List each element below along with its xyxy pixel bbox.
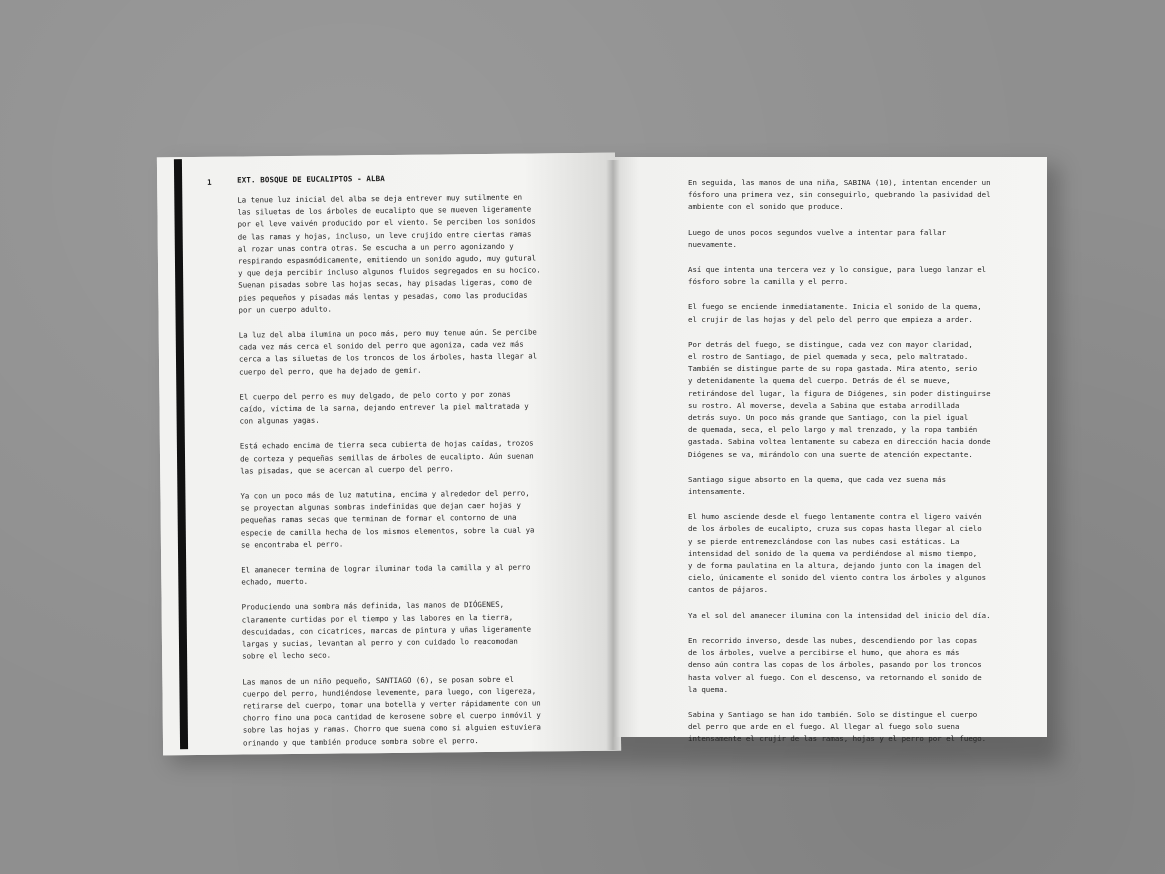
- paragraph: Santiago sigue absorto en la quema, que cada vez suena más intensamente.: [688, 474, 947, 497]
- paragraph: Luego de unos pocos segundos vuelve a intentar para fallar nuevamente.: [688, 227, 947, 249]
- scene-heading: EXT. BOSQUE DE EUCALIPTOS - ALBA: [237, 174, 385, 185]
- paragraph: Así que intenta una tercera vez y lo consigue, para luego lanzar el fósforo sobre la camilla y el perro.: [688, 265, 987, 287]
- paragraph: La luz del alba ilumina un poco más, pero muy tenue aún. Se percibe cada vez más cerca el sonido del perro que agoniza, cada vez más cerca a las siluetas de los troncos de los árboles, hasta llegar al cuerpo del perro, que ha dejado de gemir.: [238, 327, 538, 377]
- paragraph: Por detrás del fuego, se distingue, cada vez con mayor claridad, el rostro de Santiago, de piel quemada y seca, pelo maltratado. También se distingue parte de su ropa gastada. Mira atento, serio y detenidamente la quema del cuerpo. Detrás de él se mueve, retirándose del lugar, la figura de Diógenes, sin poder distinguirse su rostro. Al moverse, devela a Sabina que estaba arrodillada detrás suyo. Un poco más grande que Santiago, con la piel igual de quemada, seca, el pelo largo y mal trenzado, y la ropa también gastada. Sabina voltea lentamente su cabeza en dirección hacia donde Diógenes se va, mirándolo con una suerte de atención expectante.: [688, 339, 991, 459]
- paragraph: Ya el sol del amanecer ilumina con la intensidad del inicio del día.: [688, 610, 991, 620]
- paragraph: Produciendo una sombra más definida, las manos de DIÓGENES, claramente curtidas por el tiempo y las labores en la tierra, descuidadas, con cicatrices, marcas de pintura y uñas ligeramente largas y sucias, levantan al perro y con cuidado lo reacomodan sobre el lecho seco.: [241, 600, 532, 661]
- black-spine-strip: [174, 159, 188, 749]
- paragraph: El cuerpo del perro es muy delgado, de pelo corto y por zonas caído, víctima de la sarna, dejando entrever la piel maltratada y con algunas yagas.: [239, 389, 529, 426]
- book-gutter: [606, 160, 620, 750]
- paragraph: Ya con un poco más de luz matutina, encima y alrededor del perro, se proyectan algunas sombras indefinidas que dejan caer hojas y pequeñas ramas secas que terminan de formar el contorno de una especie de camilla hecha de los mismos elementos, sobre la cual ya se encontraba el perro.: [240, 488, 535, 550]
- paragraph: Las manos de un niño pequeño, SANTIAGO (6), se posan sobre el cuerpo del perro, hundiéndose levemente, para luego, con ligereza, retirarse del cuerpo, tomar una botella y verter rápidamente con un chorro fino una poca cantidad de kerosene sobre el cuerpo inmóvil y sobre las hojas y ramas. Chorro que suena como si alguien estuviera orinando y que también produce sombra sobre el perro.: [242, 674, 542, 748]
- paragraph: Está echado encima de tierra seca cubierta de hojas caídas, trozos de corteza y pequeñas semillas de árboles de eucalipto. Aún suenan las pisadas, que se acercan al cuerpo del perro.: [239, 438, 534, 476]
- paragraph: En seguida, las manos de una niña, SABINA (10), intentan encender un fósforo una primera vez, sin conseguirlo, quebrando la pasividad del ambiente con el sonido que produce.: [688, 178, 991, 212]
- left-page: [157, 153, 621, 756]
- paragraph: El amanecer termina de lograr iluminar toda la camilla y al perro echado, muerto.: [241, 562, 531, 587]
- paragraph: Sabina y Santiago se han ido también. Solo se distingue el cuerpo del perro que arde en el fuego. Al llegar al fuego solo suena intensamente el crujir de las ramas, hojas y el perro por el fuego.: [688, 709, 987, 744]
- right-page-body: [688, 177, 1023, 759]
- paragraph: El fuego se enciende inmediatamente. Inicia el sonido de la quema, el crujir de las hojas y del pelo del perro que empieza a arder.: [688, 302, 982, 324]
- right-page: [613, 157, 1047, 744]
- paragraph: La tenue luz inicial del alba se deja entrever muy sutilmente en las siluetas de los árboles de eucalipto que se mueven ligeramente por el leve vaivén producido por el viento. Se perciben los sonidos de las ramas y hojas, incluso, un leve crujido entre ciertas ramas al rozar unas contra otras. Se escucha a un perro agonizando y respirando espasmódicamente, emitiendo un sonido agudo, muy gutural y que deja percibir incluso algunos fluidos segregados en su hocico. Suenan pisadas sobre las hojas secas, hay pisadas ligeras, como de pies pequeños y pisadas más lentas y pesadas, como las producidas por un cuerpo adulto.: [237, 192, 541, 315]
- paragraph: En recorrido inverso, desde las nubes, descendiendo por las copas de los árboles, vuelve a percibirse el humo, que ahora es más denso aún contra las copas de los árboles, pasando por los troncos hasta volver al fuego. Con el descenso, va retornando el sonido de la quema.: [688, 635, 982, 694]
- paragraph: El humo asciende desde el fuego lentamente contra el ligero vaivén de los árboles de eucalipto, cruza sus copas hasta llegar al cielo y se pierde entremezclándose con las nubes casi estáticas. La intensidad del sonido de la quema va perdiéndose al mismo tiempo, y de forma paulatina en la altura, dejando junto con la imagen del cielo, únicamente el sonido del viento contra los árboles y algunos cantos de pájaros.: [688, 512, 987, 595]
- scene-number: 1: [207, 177, 212, 187]
- left-page-body: [237, 191, 583, 762]
